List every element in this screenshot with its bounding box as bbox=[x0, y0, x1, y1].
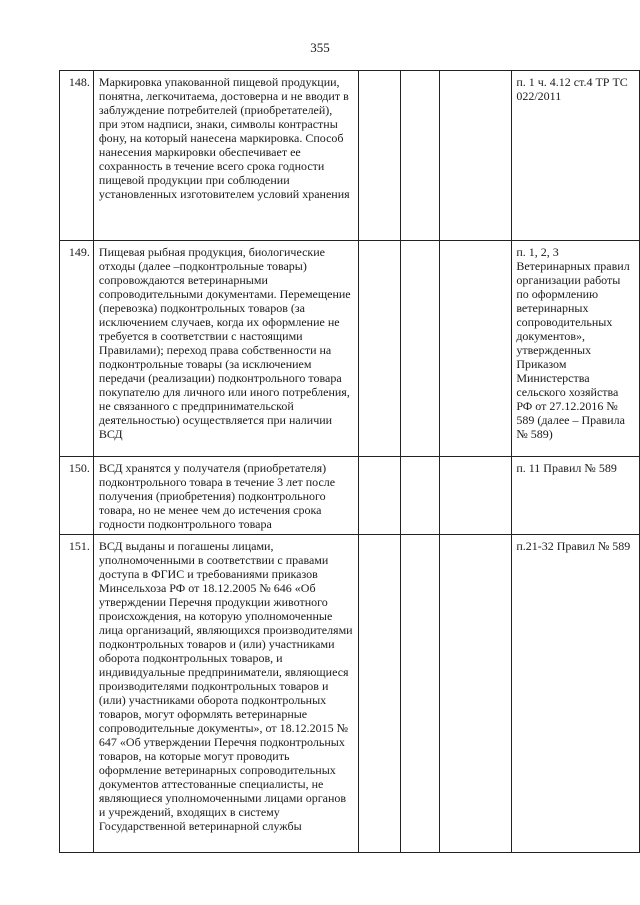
answer-na-cell bbox=[440, 457, 512, 535]
legal-source: п.21-32 Правил № 589 bbox=[512, 535, 640, 853]
requirement-text: ВСД хранятся у получателя (приобретателя) подконтрольного товара в течение 3 лет после получения (приобретения) подконтрольного товара, но не менее чем до истечения срока годности подконтрольного товара bbox=[93, 457, 358, 535]
answer-no-cell bbox=[400, 457, 439, 535]
requirements-table bbox=[59, 70, 640, 853]
table-row-151 bbox=[60, 535, 640, 853]
row-number: 151. bbox=[60, 535, 94, 853]
legal-source: п. 1 ч. 4.12 ст.4 ТР ТС 022/2011 bbox=[512, 71, 640, 241]
table-row-150 bbox=[60, 457, 640, 535]
answer-no-cell bbox=[400, 71, 439, 241]
requirement-text: Пищевая рыбная продукция, биологические отходы (далее –подконтрольные товары) сопровождаются ветеринарными сопроводительными документами. Перемещение (перевозка) подконтрольных товаров (за исключением случаев, когда их оформление не требуется в соответствии с настоящими Правилами); переход права собственности на подконтрольные товары (за исключением передачи (реализации) подконтрольного товара покупателю для личного или иного потребления, не связанного с предпринимательской деятельностью) осуществляется при наличии ВСД bbox=[93, 241, 358, 457]
page-number: 355 bbox=[310, 40, 330, 55]
answer-na-cell bbox=[440, 71, 512, 241]
table-row-149 bbox=[60, 241, 640, 457]
requirement-text: ВСД выданы и погашены лицами, уполномоченными в соответствии с правами доступа в ФГИС и требованиями приказов Минсельхоза РФ от 18.12.2005 № 646 «Об утверждении Перечня продукции животного происхождения, на которую уполномоченные лица организаций, являющихся производителями подконтрольных товаров и (или) участниками оборота подконтрольных товаров, и индивидуальные предприниматели, являющиеся производителями подконтрольных товаров и (или) участниками оборота подконтрольных товаров, могут оформлять ветеринарные сопроводительные документы», от 18.12.2015 № 647 «Об утверждении Перечня подконтрольных товаров, на которые могут проводить оформление ветеринарных сопроводительных документов аттестованные специалисты, не являющиеся уполномоченными лицами органов и учреждений, входящих в систему Государственной ветеринарной службы bbox=[93, 535, 358, 853]
answer-yes-cell bbox=[358, 241, 400, 457]
answer-na-cell bbox=[440, 241, 512, 457]
answer-yes-cell bbox=[358, 535, 400, 853]
answer-no-cell bbox=[400, 241, 439, 457]
answer-yes-cell bbox=[358, 71, 400, 241]
answer-na-cell bbox=[440, 535, 512, 853]
legal-source: п. 11 Правил № 589 bbox=[512, 457, 640, 535]
answer-yes-cell bbox=[358, 457, 400, 535]
requirement-text: Маркировка упакованной пищевой продукции, понятна, легкочитаема, достоверна и не вводит в заблуждение потребителей (приобретателей), при этом надписи, знаки, символы контрастны фону, на который нанесена маркировка. Способ нанесения маркировки обеспечивает ее сохранность в течение всего срока годности пищевой продукции при соблюдении установленных изготовителем условий хранения bbox=[93, 71, 358, 241]
table-row-148 bbox=[60, 71, 640, 241]
legal-source: п. 1, 2, 3 Ветеринарных правил организации работы по оформлению ветеринарных сопроводительных документов», утвержденных Приказом Министерства сельского хозяйства РФ от 27.12.2016 № 589 (далее – Правила № 589) bbox=[512, 241, 640, 457]
row-number: 148. bbox=[60, 71, 94, 241]
row-number: 150. bbox=[60, 457, 94, 535]
row-number: 149. bbox=[60, 241, 94, 457]
answer-no-cell bbox=[400, 535, 439, 853]
